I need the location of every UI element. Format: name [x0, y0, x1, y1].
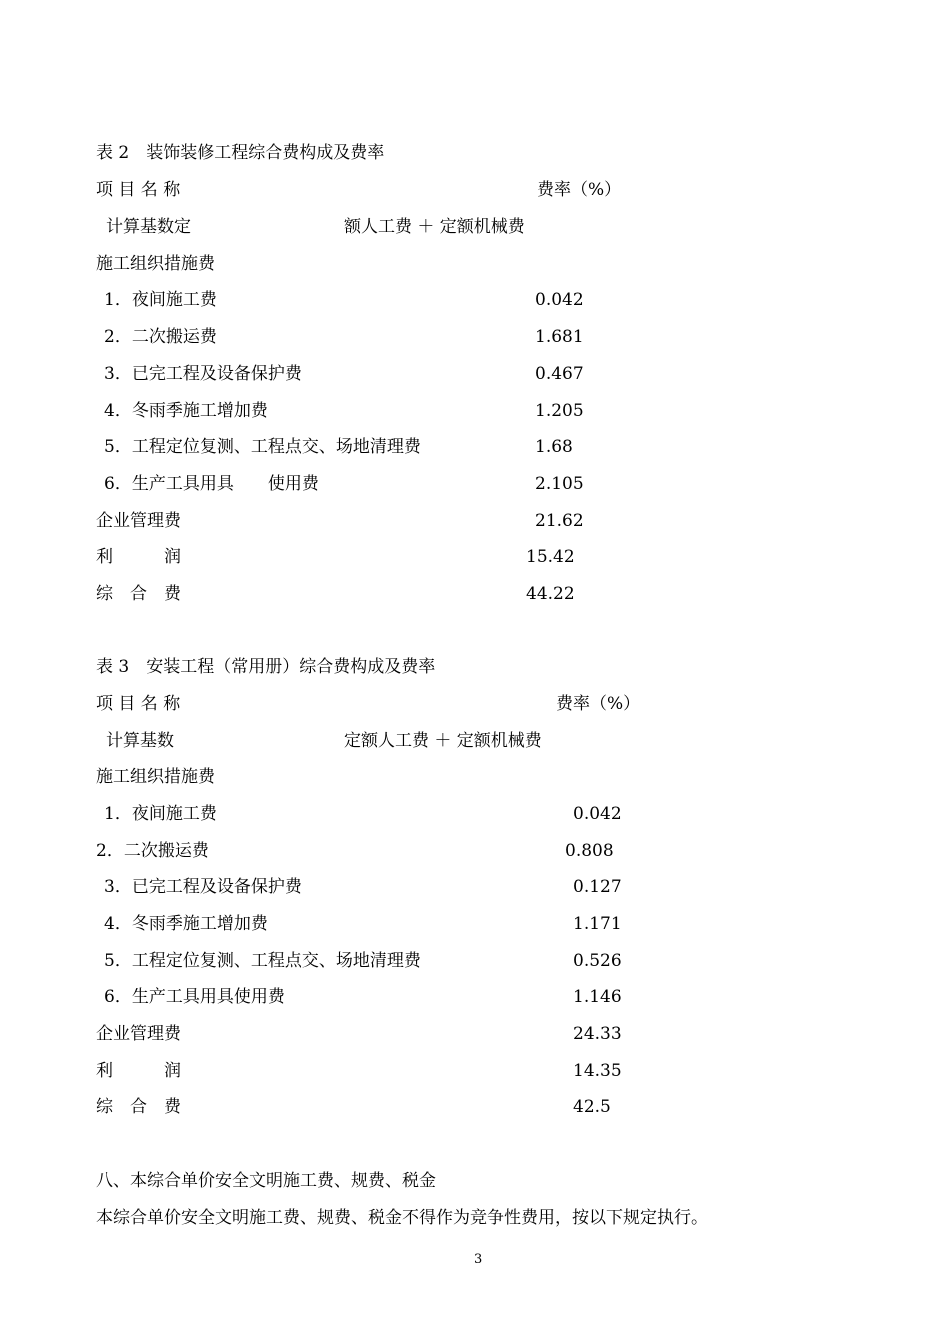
table2-row-label: 6．生产工具用具 使用费	[104, 474, 319, 494]
table3-base-label: 计算基数	[106, 731, 174, 751]
table3-mgmt-value: 24.33	[573, 1024, 622, 1044]
table3-title: 表 3 安装工程（常用册）综合费构成及费率	[96, 657, 436, 677]
table3-row-label: 1．夜间施工费	[104, 804, 217, 824]
table3-row-value: 0.042	[573, 804, 622, 824]
table3-total-label: 综 合 费	[96, 1097, 181, 1117]
table2-row-label: 4．冬雨季施工增加费	[104, 401, 268, 421]
table2-mgmt-label: 企业管理费	[96, 511, 181, 531]
table2-mgmt-value: 21.62	[535, 511, 584, 531]
table3-row-value: 1.146	[573, 987, 622, 1007]
table2-row-label: 5．工程定位复测、工程点交、场地清理费	[104, 437, 421, 457]
table2-row-label: 1．夜间施工费	[104, 290, 217, 310]
table2-total-value: 44.22	[526, 584, 575, 604]
table2-row-value: 1.681	[535, 327, 584, 347]
table3-row-label: 3．已完工程及设备保护费	[104, 877, 302, 897]
table2-profit-value: 15.42	[526, 547, 575, 567]
table2-base-label: 计算基数定	[106, 217, 191, 237]
table3-header-item: 项 目 名 称	[96, 694, 181, 714]
table2-header-rate: 费率（%）	[537, 180, 622, 200]
section8-body: 本综合单价安全文明施工费、规费、税金不得作为竞争性费用，按以下规定执行。	[96, 1208, 708, 1228]
table3-base-value: 定额人工费 ＋ 定额机械费	[344, 731, 542, 751]
table3-row-value: 0.526	[573, 951, 622, 971]
table3-total-value: 42.5	[573, 1097, 611, 1117]
table2-section: 施工组织措施费	[96, 254, 215, 274]
table3-row-label: 6．生产工具用具使用费	[104, 987, 285, 1007]
table3-row-value: 1.171	[573, 914, 622, 934]
table3-mgmt-label: 企业管理费	[96, 1024, 181, 1044]
table2-row-value: 0.042	[535, 290, 584, 310]
table2-total-label: 综 合 费	[96, 584, 181, 604]
table2-header-item: 项 目 名 称	[96, 180, 181, 200]
table2-profit-label: 利 润	[96, 547, 181, 567]
table2-row-value: 1.205	[535, 401, 584, 421]
table3-profit-value: 14.35	[573, 1061, 622, 1081]
table3-profit-label: 利 润	[96, 1061, 181, 1081]
table3-section: 施工组织措施费	[96, 767, 215, 787]
table3-row-label: 4．冬雨季施工增加费	[104, 914, 268, 934]
table3-row-value: 0.127	[573, 877, 622, 897]
table3-row-value: 0.808	[565, 841, 614, 861]
table2-row-label: 2．二次搬运费	[104, 327, 217, 347]
table3-row-label: 5．工程定位复测、工程点交、场地清理费	[104, 951, 421, 971]
page-number: 3	[474, 1252, 483, 1267]
table2-title: 表 2 装饰装修工程综合费构成及费率	[96, 143, 385, 163]
section8-heading: 八、本综合单价安全文明施工费、规费、税金	[96, 1171, 436, 1191]
table3-row-label: 2．二次搬运费	[96, 841, 209, 861]
table2-row-value: 1.68	[535, 437, 573, 457]
table2-row-label: 3．已完工程及设备保护费	[104, 364, 302, 384]
table2-row-value: 2.105	[535, 474, 584, 494]
table2-row-value: 0.467	[535, 364, 584, 384]
table2-base-value: 额人工费 ＋ 定额机械费	[344, 217, 525, 237]
table3-header-rate: 费率（%）	[556, 694, 641, 714]
